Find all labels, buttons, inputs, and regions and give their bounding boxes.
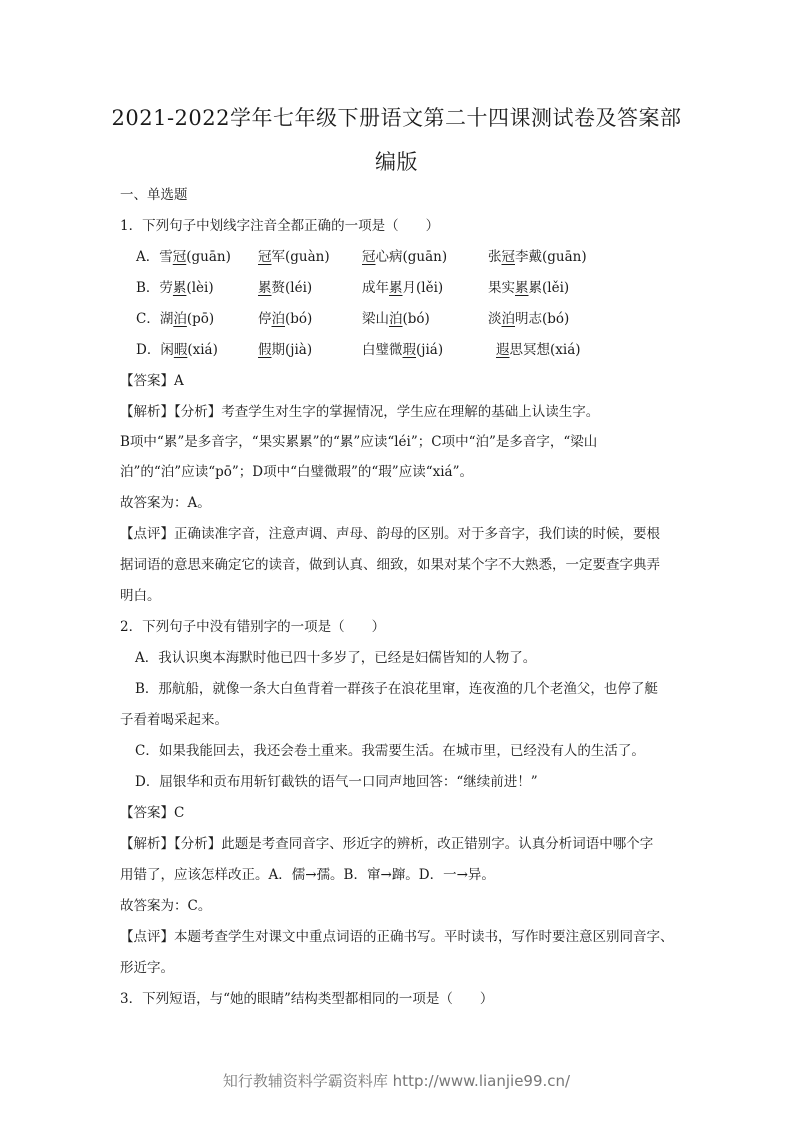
q1-analysis-line1: 【解析】【分析】考查学生对生字的掌握情况，学生应在理解的基础上认读生字。 [120,404,600,420]
q1-option-d-4: 遐思冥想(xiá) [496,342,581,358]
q1-stem: 1．下列句子中划线字注音全都正确的一项是（ ） [120,218,440,234]
q1-option-d-1: D．闲暇(xiá) [136,342,218,358]
q1-option-c-4: 淡泊明志(bó) [488,311,570,327]
q1-answer: 【答案】A [120,373,184,389]
q2-analysis-line1: 【解析】【分析】此题是考查同音字、形近字的辨析，改正错别字。认真分析词语中哪个字 [120,836,654,852]
q1-option-b-1: B．劳累(lèi) [136,280,214,296]
q1-option-a-4: 张冠李戴(guān) [488,249,587,265]
q1-analysis-line2: B项中“累”是多音字，“果实累累”的“累”应读“léi”；C项中“泊”是多音字，“梁山 [120,434,598,450]
q2-comment-line2: 形近字。 [120,960,174,976]
q1-option-d-3: 白璧微瑕(jiá) [362,342,444,358]
q1-option-b-4: 果实累累(lěi) [488,280,570,296]
q3-stem: 3．下列短语，与“她的眼睛”结构类型都相同的一项是（ ） [120,991,494,1007]
q2-stem: 2．下列句子中没有错别字的一项是（ ） [120,619,386,635]
q1-option-b-3: 成年累月(lěi) [362,280,444,296]
q2-comment-line1: 【点评】本题考查学生对课文中重点词语的正确书写。平时读书，写作时要注意区别同音字、 [120,929,674,945]
q2-final-answer: 故答案为：C。 [120,898,212,914]
q1-option-c-3: 梁山泊(bó) [362,311,430,327]
q1-comment-line2: 据词语的意思来确定它的读音，做到认真、细致，如果对某个字不大熟悉，一定要查字典弄 [120,557,660,573]
q2-option-b-line2: 子看着喝采起来。 [120,712,228,728]
q2-option-c: C．如果我能回去，我还会卷土重来。我需要生活。在城市里，已经没有人的生活了。 [135,743,645,759]
q1-analysis-line3: 泊”的“泊”应读“pō”；D项中“白璧微瑕”的“瑕”应读“xiá”。 [120,464,473,480]
page-footer-watermark: 知行教辅资料学霸资料库 http://www.lianjie99.cn/ [222,1072,571,1090]
q1-option-b-2: 累赘(léi) [258,280,313,296]
q1-option-a-1: A．雪冠(guān) [136,249,231,265]
q2-option-d: D．屈银华和贡布用斩钉截铁的语气一口同声地回答：“继续前进！” [135,774,538,790]
q1-option-c-1: C．湖泊(pō) [136,311,215,327]
q1-comment-line3: 明白。 [120,588,161,604]
q1-option-a-3: 冠心病(guān) [362,249,448,265]
section-heading: 一、单选题 [120,187,188,203]
q2-option-b-line1: B．那航船，就像一条大白鱼背着一群孩子在浪花里窜，连夜渔的几个老渔父，也停了艇 [135,681,658,697]
q1-option-d-2: 假期(jià) [258,342,313,358]
q2-analysis-line2: 用错了，应该怎样改正。A．儒→孺。B．窜→蹿。D．一→异。 [120,867,495,883]
q1-comment-line1: 【点评】正确读准字音，注意声调、声母、韵母的区别。对于多音字，我们读的时候，要根 [120,526,660,542]
q2-answer: 【答案】C [120,805,185,821]
q2-option-a: A．我认识奥本海默时他已四十多岁了，已经是妇儒皆知的人物了。 [135,650,537,666]
q1-final-answer: 故答案为：A。 [120,495,211,511]
document-title-line2: 编版 [375,150,418,174]
q1-option-c-2: 停泊(bó) [258,311,313,327]
document-title-line1: 2021-2022学年七年级下册语文第二十四课测试卷及答案部 [111,106,682,130]
q1-option-a-2: 冠军(guàn) [258,249,330,265]
